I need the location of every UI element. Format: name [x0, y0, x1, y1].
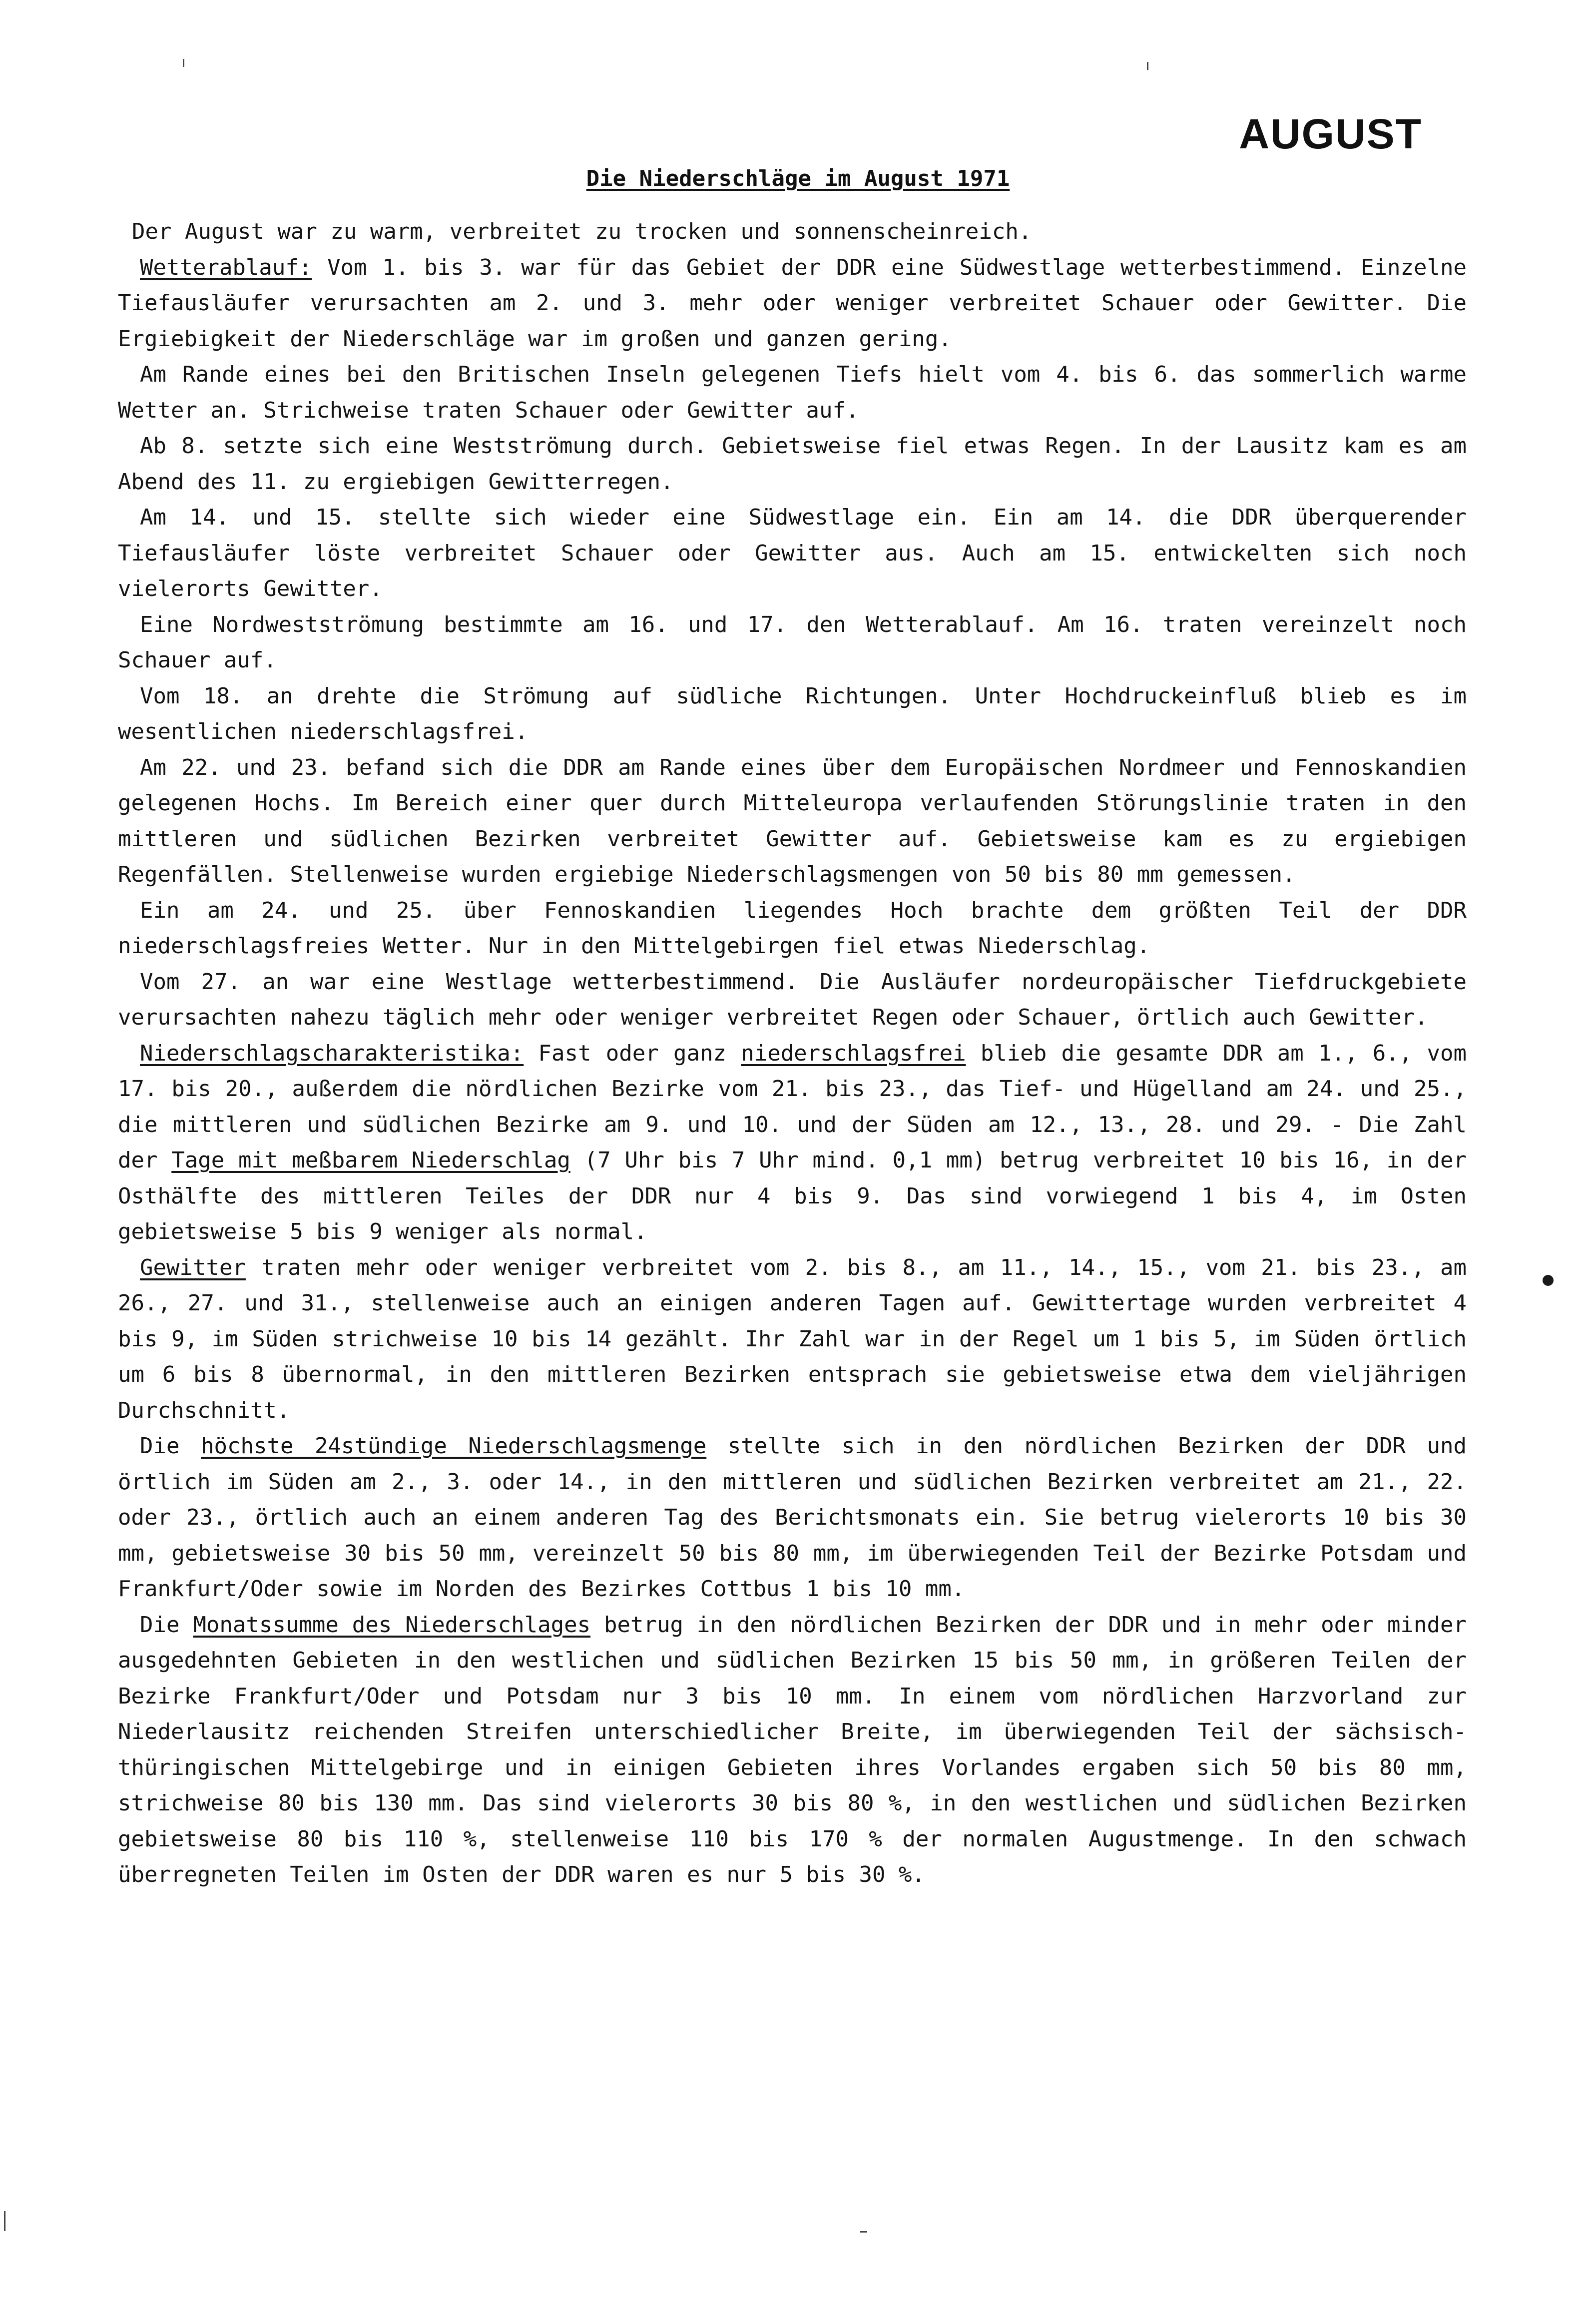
- emphasis-gewitter: Gewitter: [140, 1254, 246, 1280]
- paragraph: Am Rande eines bei den Britischen Inseln gelegenen Tiefs hielt vom 4. bis 6. das sommerlich warme Wetter an. Strichweise traten Schauer oder Gewitter auf.: [118, 362, 1467, 423]
- document-title-text: Die Niederschläge im August 1971: [586, 166, 1010, 191]
- emphasis-niederschlagsfrei: niederschlagsfrei: [741, 1040, 966, 1066]
- paragraph-wetterablauf: [118, 250, 1467, 357]
- document-title: [0, 166, 1596, 191]
- paragraph: Eine Nordwestströmung bestimmte am 16. und 17. den Wetterablauf. Am 16. traten vereinzelt noch Schauer auf.: [118, 611, 1467, 673]
- paragraph: Ab 8. setzte sich eine Westströmung durch. Gebietsweise fiel etwas Regen. In der Lausitz kam es am Abend des 11. zu ergiebigen Gewitterregen.: [118, 433, 1467, 495]
- section-label-wetterablauf: Wetterablauf:: [140, 254, 312, 280]
- paragraph-text: Fast oder ganz: [524, 1040, 741, 1066]
- scan-speck: [1543, 1275, 1554, 1286]
- scan-mark: [860, 2231, 867, 2233]
- emphasis-tage-mit-niederschlag: Tage mit meßbarem Niederschlag: [171, 1148, 570, 1173]
- paragraph-niederschlagscharakteristika: [118, 1036, 1467, 1250]
- paragraph: Ein am 24. und 25. über Fennoskandien liegendes Hoch brachte dem größten Teil der DDR niederschlagsfreies Wetter. Nur in den Mittelgebirgen fiel etwas Niederschlag.: [118, 897, 1467, 959]
- month-heading: AUGUST: [1239, 110, 1422, 157]
- paragraph-text: stellte sich in den nördlichen Bezirken der DDR und örtlich im Süden am 2., 3. oder 14., in den mittleren und südlichen Bezirken verbreitet am 21., 22. oder 23., örtlich auch an einem anderen Tag des Berichtsmonats ein. Sie betrug vielerorts 10 bis 30 mm, gebietsweise 30 bis 50 mm, vereinzelt 50 bis 80 mm, im überwiegenden Teil der Bezirke Potsdam und Frankfurt/Oder sowie im Norden des Bezirkes Cottbus 1 bis 10 mm.: [118, 1433, 1467, 1602]
- paragraph-monatssumme: [118, 1607, 1467, 1893]
- paragraph-text: Die: [140, 1612, 193, 1638]
- paragraph: Am 14. und 15. stellte sich wieder eine Südwestlage ein. Ein am 14. die DDR überquerender Tiefausläufer löste verbreitet Schauer oder Gewitter aus. Auch am 15. entwickelten sich noch vielerorts Gewitter.: [118, 505, 1467, 601]
- paragraph: Am 22. und 23. befand sich die DDR am Rande eines über dem Europäischen Nordmeer und Fennoskandien gelegenen Hochs. Im Bereich einer quer durch Mitteleuropa verlaufenden Störungslinie traten in den mittleren und südlichen Bezirken verbreitet Gewitter auf. Gebietsweise kam es zu ergiebigen Regenfällen. Stellenweise wurden ergiebige Niederschlagsmengen von 50 bis 80 mm gemessen.: [118, 754, 1467, 887]
- scan-mark: [183, 59, 184, 67]
- paragraph-text: blieb die gesamte DDR am 1., 6., vom 17. bis 20., außerdem die nördlichen Bezirke vom 21. bis 23., das Tief- und Hügelland am 24. und 25., die mittleren und südlichen Bezirke am 9. und 10. und der Süden am 12., 13., 28. und 29. - Die Zahl der: [118, 1040, 1467, 1173]
- paragraph-text: Die: [140, 1433, 201, 1459]
- document-body: [118, 214, 1467, 1893]
- section-label-niederschlagscharakteristika: Niederschlagscharakteristika:: [140, 1040, 524, 1066]
- scan-mark: [1147, 62, 1148, 70]
- scan-mark: [4, 2211, 5, 2231]
- emphasis-hoechste-niederschlagsmenge: höchste 24stündige Niederschlagsmenge: [201, 1433, 707, 1459]
- paragraph: Vom 27. an war eine Westlage wetterbestimmend. Die Ausläufer nordeuropäischer Tiefdruckgebiete verursachten nahezu täglich mehr oder weniger verbreitet Regen oder Schauer, örtlich auch Gewitter.: [118, 969, 1467, 1030]
- paragraph-text: traten mehr oder weniger verbreitet vom 2. bis 8., am 11., 14., 15., vom 21. bis 23., am 26., 27. und 31., stellenweise auch an einigen anderen Tagen auf. Gewittertage wurden verbreitet 4 bis 9, im Süden strichweise 10 bis 14 gezählt. Ihr Zahl war in der Regel um 1 bis 5, im Süden örtlich um 6 bis 8 übernormal, in den mittleren Bezirken entsprach sie gebietsweise etwa dem vieljährigen Durchschnitt.: [118, 1254, 1467, 1423]
- paragraph-text: (7 Uhr bis 7 Uhr mind. 0,1 mm) betrug verbreitet 10 bis 16, in der Osthälfte des mittleren Teiles der DDR nur 4 bis 9. Das sind vorwiegend 1 bis 4, im Osten gebietsweise 5 bis 9 weniger als normal.: [118, 1148, 1467, 1244]
- paragraph-intro: Der August war zu warm, verbreitet zu trocken und sonnenscheinreich.: [132, 219, 1032, 244]
- paragraph-hoechste-niederschlagsmenge: [118, 1428, 1467, 1607]
- paragraph-gewitter: [118, 1250, 1467, 1429]
- paragraph-text: Vom 1. bis 3. war für das Gebiet der DDR eine Südwestlage wetterbestimmend. Einzelne Tiefausläufer verursachten am 2. und 3. mehr oder weniger verbreitet Schauer oder Gewitter. Die Ergiebigkeit der Niederschläge war im großen und ganzen gering.: [118, 254, 1467, 352]
- paragraph-text: betrug in den nördlichen Bezirken der DDR und in mehr oder minder ausgedehnten Gebieten in den westlichen und südlichen Bezirken 15 bis 50 mm, in größeren Teilen der Bezirke Frankfurt/Oder und Potsdam nur 3 bis 10 mm. In einem vom nördlichen Harzvorland zur Niederlausitz reichenden Streifen unterschiedlicher Breite, im überwiegenden Teil der sächsisch-thüringischen Mittelgebirge und in einigen Gebieten ihres Vorlandes ergaben sich 50 bis 80 mm, strichweise 80 bis 130 mm. Das sind vielerorts 30 bis 80 %, in den westlichen und südlichen Bezirken gebietsweise 80 bis 110 %, stellenweise 110 bis 170 % der normalen Augustmenge. In den schwach überregneten Teilen im Osten der DDR waren es nur 5 bis 30 %.: [118, 1612, 1467, 1887]
- paragraph: Vom 18. an drehte die Strömung auf südliche Richtungen. Unter Hochdruckeinfluß blieb es im wesentlichen niederschlagsfrei.: [118, 683, 1467, 744]
- emphasis-monatssumme: Monatssumme des Niederschlages: [193, 1612, 591, 1638]
